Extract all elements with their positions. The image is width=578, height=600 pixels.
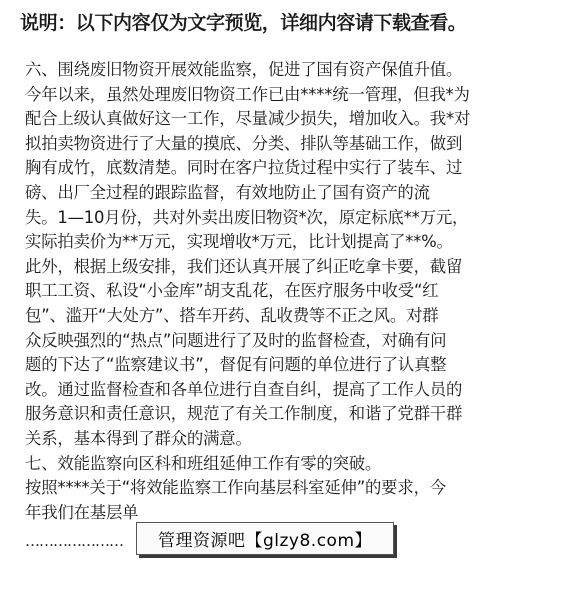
body-line: 磅、出厂全过程的跟踪监督，有效地防止了国有资产的流 [25,182,430,202]
body-line: 题的下达了“监察建议书”，督促有问题的单位进行了认真整 [25,355,447,375]
body-line: 包”、滥开“大处方”、搭车开药、乱收费等不正之风。对群 [25,305,439,325]
body-line: 改。通过监督检查和各单位进行自查自纠，提高了工作人员的 [25,379,463,399]
body-line: 胸有成竹，底数清楚。同时在客户拉货过程中实行了装车、过 [25,158,463,178]
body-line: 服务意识和责任意识，规范了有关工作制度，和谐了党群干群 [25,404,463,424]
body-line: 六、围绕废旧物资开展效能监察，促进了国有资产保值升值。 [25,60,463,79]
body-line: 按照****关于“将效能监察工作向基层科室延伸”的要求，今 [25,478,446,498]
body-line: 实际拍卖价为**万元，实现增收*万元，比计划提高了**%。 [25,232,453,252]
body-line: 今年以来，虽然处理废旧物资工作已由****统一管理，但我*为 [25,84,470,104]
body-line: 关系，基本得到了群众的满意。 [25,428,252,448]
body-line: 众反映强烈的“热点”问题进行了及时的监督检查，对确有问 [25,330,447,350]
body-line: 失。1—10月份，共对外卖出废旧物资*次，原定标底**万元， [25,207,469,227]
body-line: 配合上级认真做好这一工作，尽量减少损失，增加收入。我*对 [25,109,471,129]
preview-notice: 说明：以下内容仅为文字预览，详细内容请下载查看。 [20,12,467,34]
site-watermark-link[interactable]: 管理资源吧【glzy8.com】 [136,522,394,555]
body-line: 拟拍卖物资进行了大量的摸底、分类、排队等基础工作，做到 [25,133,463,153]
body-line: 年我们在基层单 [25,502,139,522]
truncation-ellipsis: ………………… [25,532,123,550]
document-body [25,58,563,525]
body-line: 此外，根据上级安排，我们还认真开展了纠正吃拿卡要，截留 [25,256,463,276]
body-line: 七、效能监察向区科和班组延伸工作有零的突破。 [25,453,382,473]
body-line: 职工工资、私设“小金库”胡支乱花，在医疗服务中收受“红 [25,281,439,301]
